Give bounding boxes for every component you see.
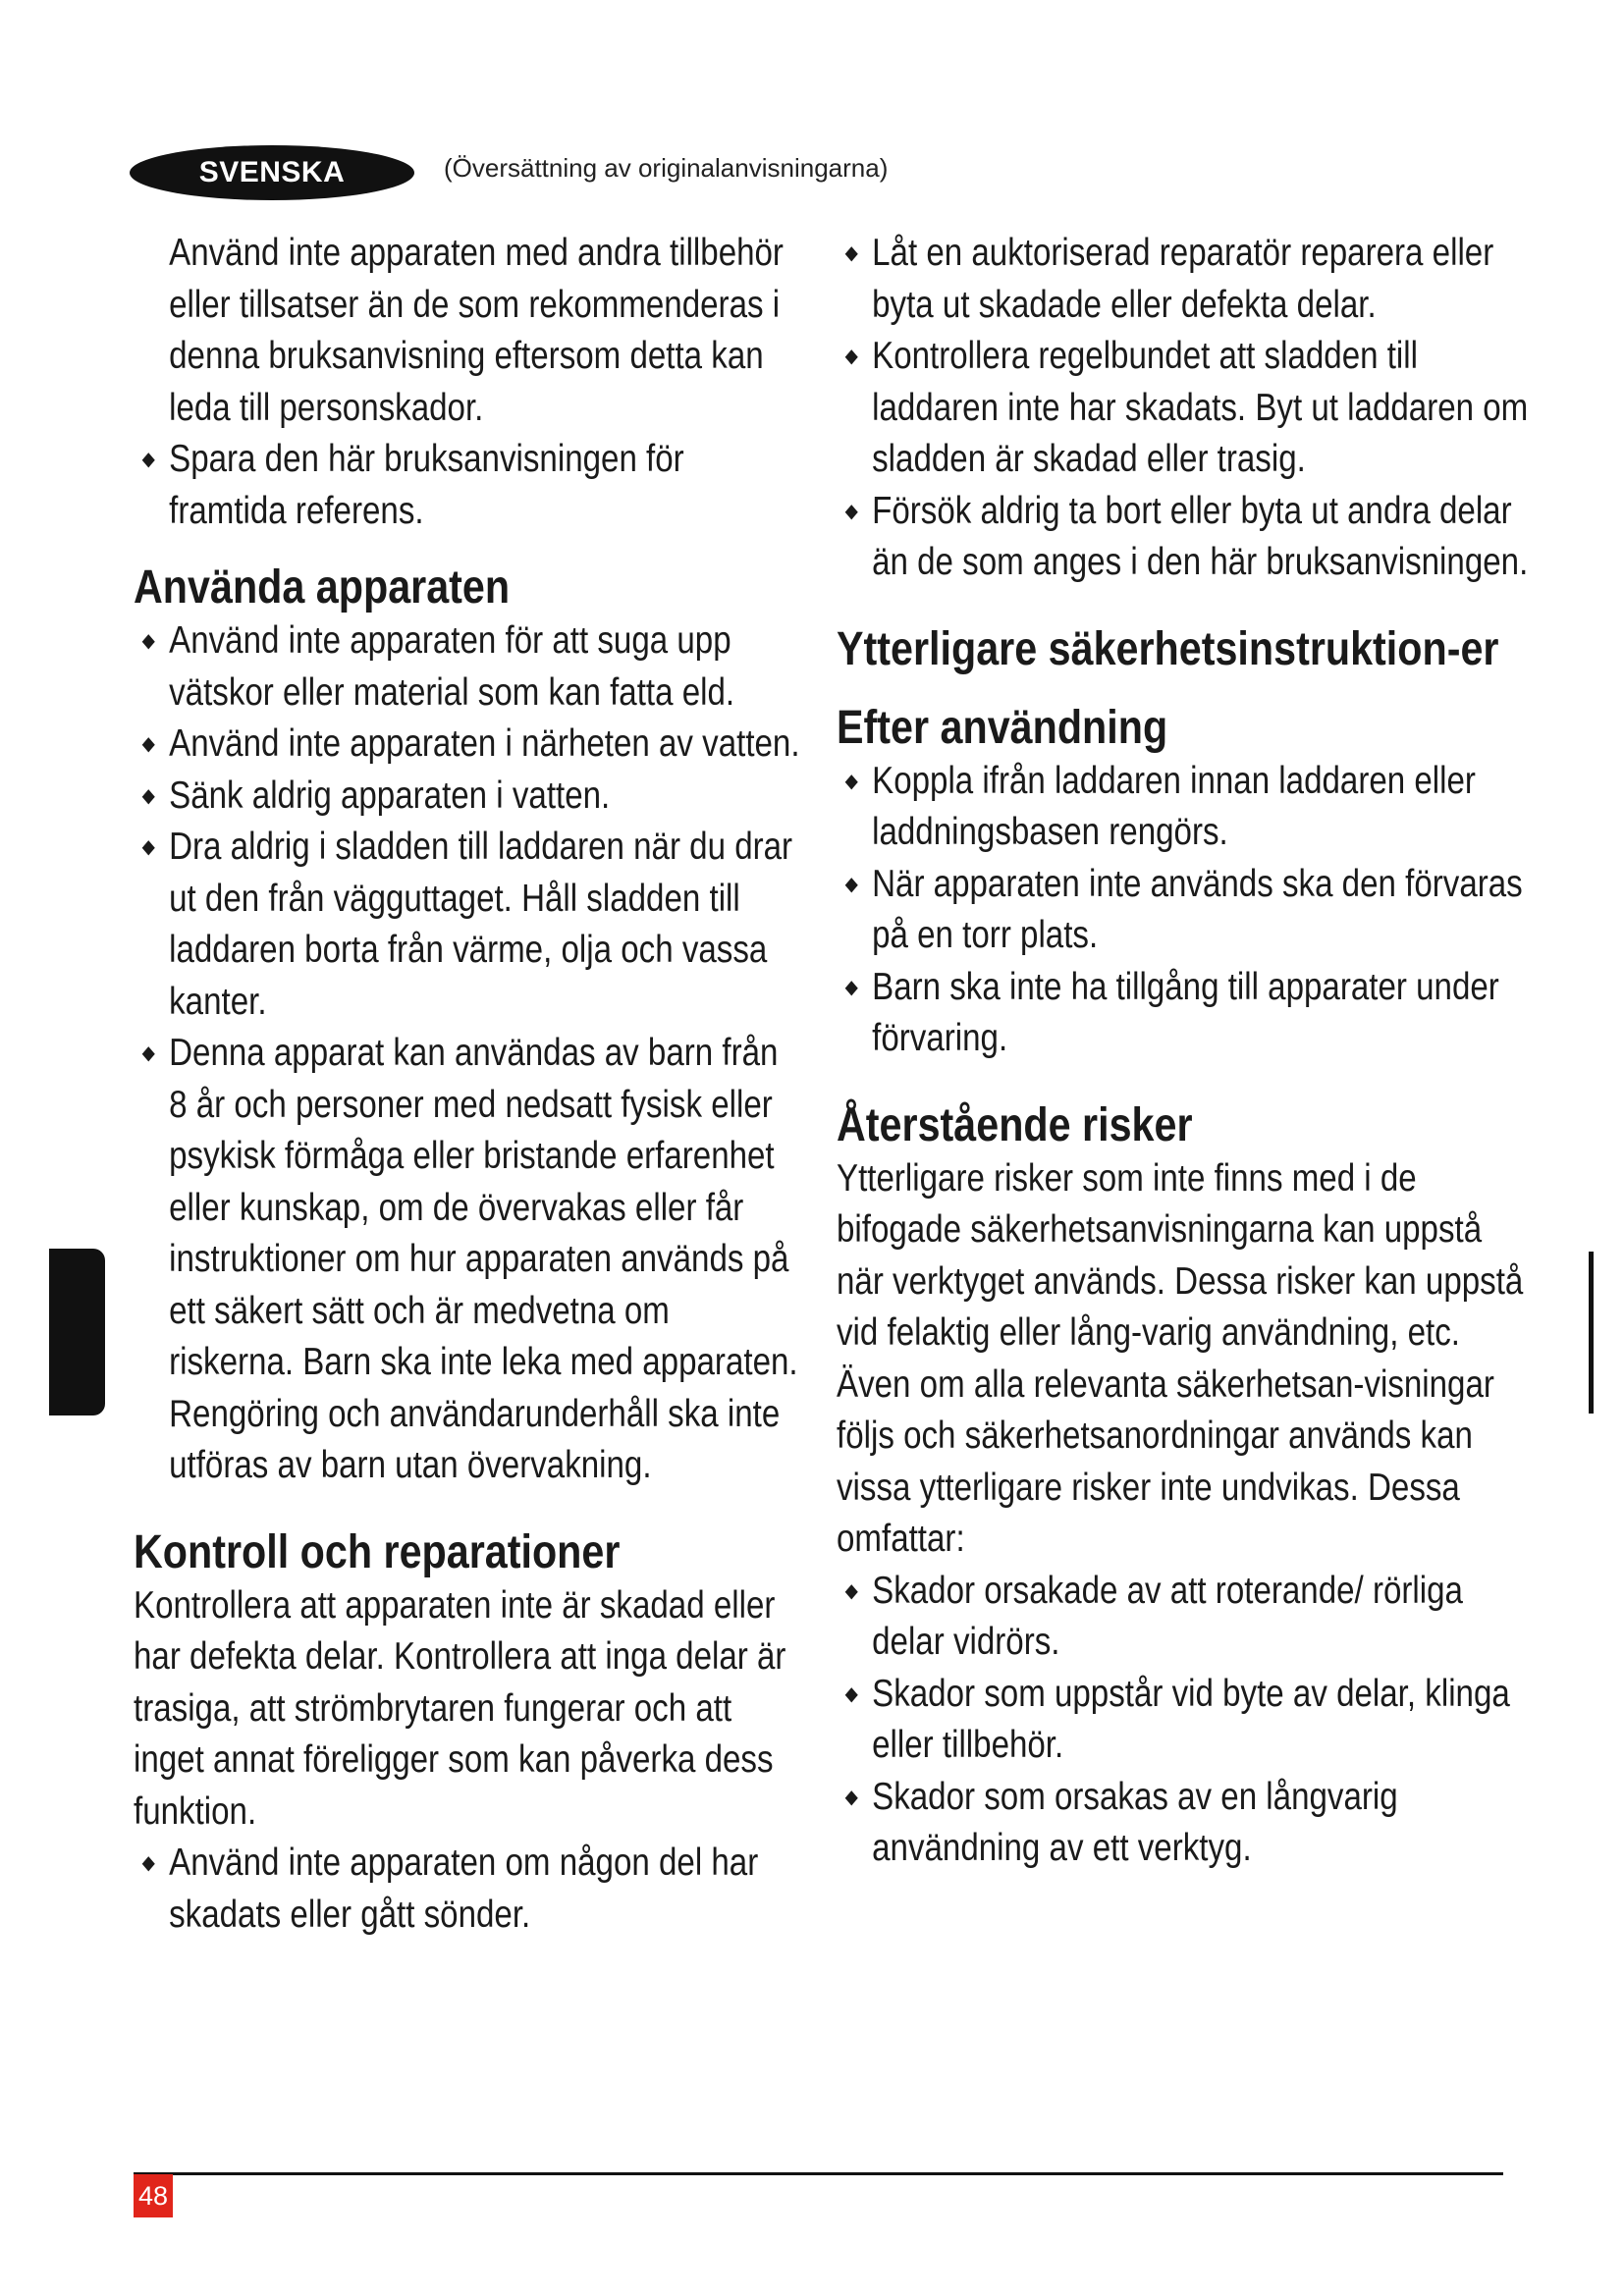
section-heading-anvanda: Använda apparaten (134, 561, 511, 614)
list-item: ◆ Använd inte apparaten i närheten av vatten. (134, 719, 800, 771)
diamond-bullet-icon: ◆ (844, 242, 858, 264)
side-tab-marker (49, 1249, 105, 1415)
diamond-bullet-icon: ◆ (844, 1579, 858, 1602)
list-item: ◆ Skador orsakade av att roterande/ rörliga delar vidrörs. (837, 1566, 1529, 1669)
section-paragraph: Ytterligare risker som inte finns med i de bifogade säkerhetsanvisningarna kan uppstå när verktyget används. Dessa risker kan uppstå vid felaktig eller lång-varig användning, etc. (837, 1156, 1524, 1354)
right-edge-marker (1589, 1252, 1594, 1414)
diamond-bullet-icon: ◆ (141, 836, 155, 858)
left-column (134, 228, 800, 1941)
section-heading-ytterligare: Ytterligare säkerhetsinstruktion-er (837, 622, 1499, 675)
diamond-bullet-icon: ◆ (844, 346, 858, 367)
section-heading-aterstaende: Återstående risker (837, 1098, 1193, 1151)
section-paragraph: Kontrollera att apparaten inte är skadad eller har defekta delar. Kontrollera att inga delar är trasiga, att strömbrytaren fungerar och att inget annat föreligger som kan påverka dess funktion. (134, 1583, 786, 1833)
diamond-bullet-icon: ◆ (844, 873, 858, 895)
list-item: ◆ Dra aldrig i sladden till laddaren när du drar ut den från vägguttaget. Håll sladden till laddaren borta från värme, olja och vassa kanter. (134, 822, 800, 1028)
list-item: ◆ Använd inte apparaten för att suga upp vätskor eller material som kan fatta eld. (134, 615, 800, 719)
diamond-bullet-icon: ◆ (844, 1682, 858, 1705)
list-item: ◆ Skador som orsakas av en långvarig användning av ett verktyg. (837, 1772, 1529, 1875)
page-number: 48 (134, 2174, 173, 2217)
diamond-bullet-icon: ◆ (844, 976, 858, 998)
list-item: ◆ Koppla ifrån laddaren innan laddaren eller laddningsbasen rengörs. (837, 756, 1529, 859)
translation-note: (Översättning av originalanvisningarna) (444, 153, 889, 183)
diamond-bullet-icon: ◆ (141, 784, 155, 807)
list-item: ◆ Låt en auktoriserad reparatör reparera eller byta ut skadade eller defekta delar. (837, 228, 1529, 331)
list-item: ◆ Försök aldrig ta bort eller byta ut andra delar än de som anges i den här bruksanvisningen. (837, 486, 1529, 589)
list-item: ◆ Spara den här bruksanvisningen för framtida referens. (134, 434, 800, 537)
intro-paragraph: Använd inte apparaten med andra tillbehör eller tillsatser än de som rekommenderas i denna bruksanvisning eftersom detta kan leda till personskador. (169, 232, 784, 429)
language-badge: SVENSKA (130, 145, 414, 200)
diamond-bullet-icon: ◆ (844, 500, 858, 522)
diamond-bullet-icon: ◆ (844, 1786, 858, 1808)
diamond-bullet-icon: ◆ (141, 733, 155, 755)
diamond-bullet-icon: ◆ (141, 449, 155, 470)
list-item: ◆ Barn ska inte ha tillgång till apparater under förvaring. (837, 962, 1529, 1065)
list-item: ◆ Kontrollera regelbundet att sladden till laddaren inte har skadats. Byt ut laddaren om sladden är skadad eller trasig. (837, 331, 1529, 486)
right-column (837, 228, 1529, 1875)
list-item: ◆ Använd inte apparaten om någon del har skadats eller gått sönder. (134, 1838, 800, 1941)
section-heading-kontroll: Kontroll och reparationer (134, 1525, 621, 1578)
list-item: ◆ Skador som uppstår vid byte av delar, klinga eller tillbehör. (837, 1669, 1529, 1772)
diamond-bullet-icon: ◆ (141, 1852, 155, 1874)
section-paragraph: Även om alla relevanta säkerhetsan-visningar följs och säkerhetsanordningar används kan vissa ytterligare risker inte undvikas. Dessa omfattar: (837, 1362, 1494, 1560)
list-item: ◆ Denna apparat kan användas av barn från 8 år och personer med nedsatt fysisk eller psykisk förmåga eller bristande erfarenhet eller kunskap, om de övervakas eller får instruktioner om hur apparaten används på ett säkert sätt och är medvetna om riskerna. Barn ska inte leka med apparaten. Rengöring och användarunderhåll ska inte utföras av barn utan övervakning. (134, 1028, 800, 1492)
diamond-bullet-icon: ◆ (141, 630, 155, 652)
section-heading-efter: Efter användning (837, 701, 1168, 754)
diamond-bullet-icon: ◆ (141, 1042, 155, 1064)
diamond-bullet-icon: ◆ (844, 770, 858, 792)
list-item: ◆ När apparaten inte används ska den förvaras på en torr plats. (837, 859, 1529, 962)
footer-divider (134, 2172, 1503, 2175)
list-item: ◆ Sänk aldrig apparaten i vatten. (134, 771, 800, 823)
